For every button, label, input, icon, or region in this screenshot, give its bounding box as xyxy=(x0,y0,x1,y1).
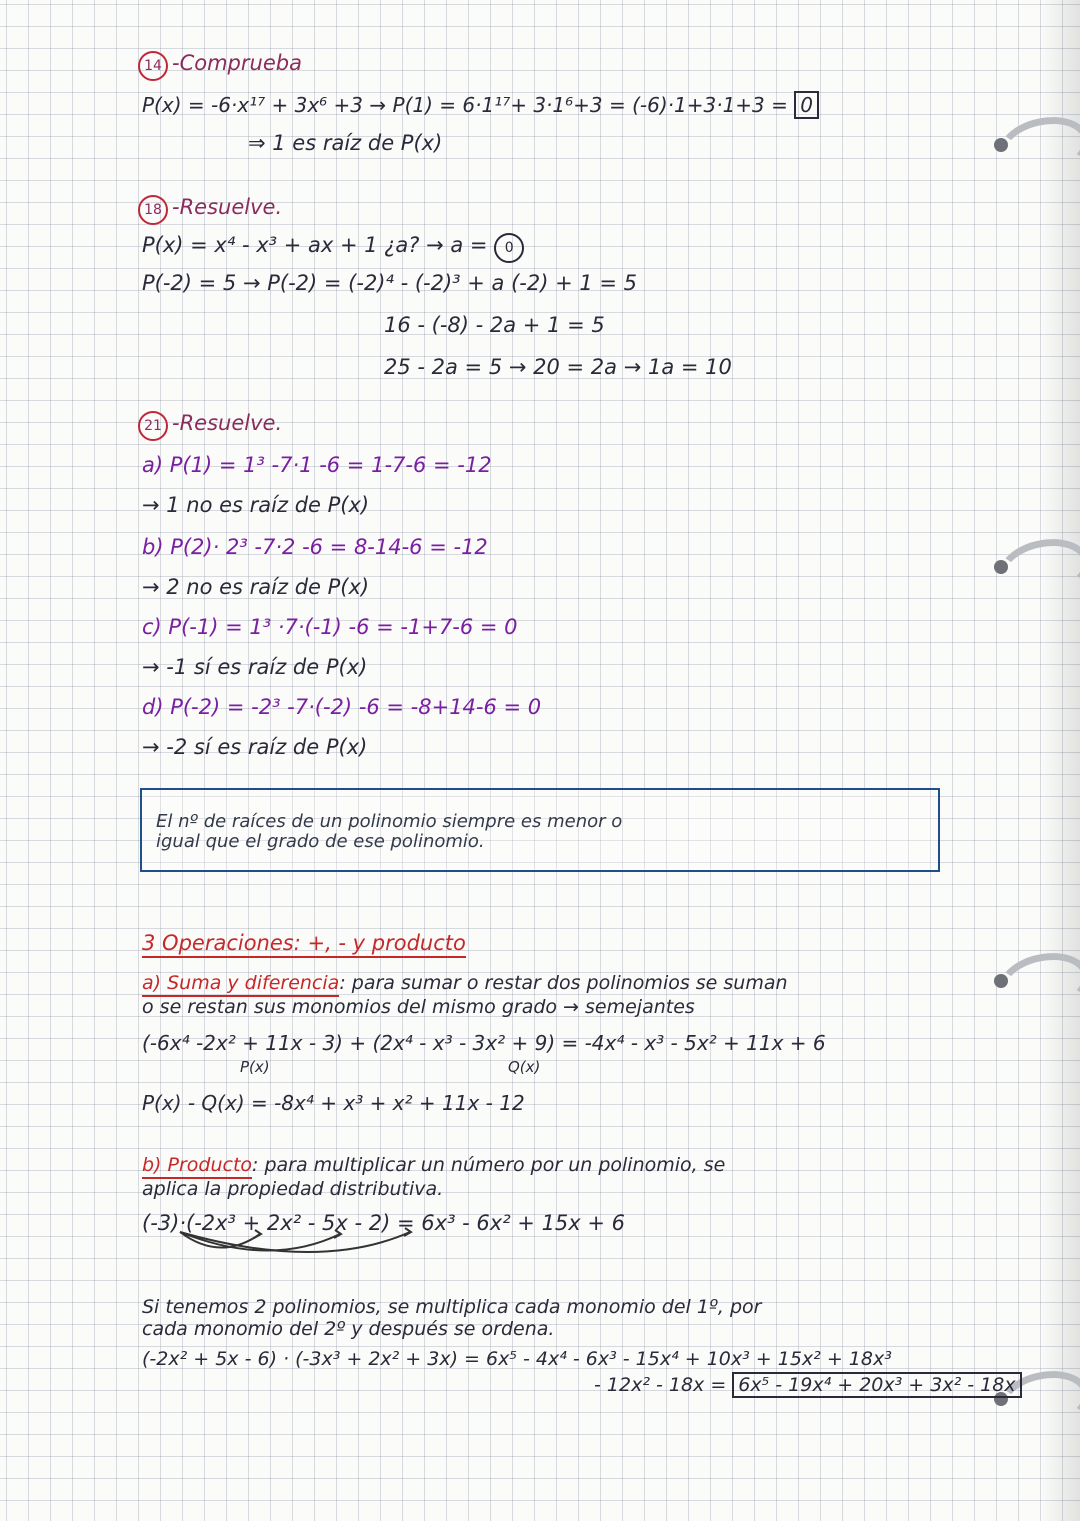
producto-line-1: b) Producto: para multiplicar un número por un polinomio, se xyxy=(142,1152,725,1178)
two-polynomials-line-1: Si tenemos 2 polinomios, se multiplica cada monomio del 1º, por xyxy=(142,1296,762,1318)
exercise-18-line-4: 25 - 2a = 5 → 20 = 2a → 1a = 10 xyxy=(384,355,732,379)
note-box xyxy=(140,788,940,872)
product-expression-line-1: (-2x² + 5x - 6) · (-3x³ + 2x² + 3x) = 6x⁵ - 4x⁴ - 6x³ - 15x⁴ + 10x³ + 15x² + 18x³ xyxy=(142,1348,892,1370)
suma-line-1: a) Suma y diferencia: para sumar o restar dos polinomios se suman xyxy=(142,970,788,996)
exercise-18-heading: 18 -Resuelve. xyxy=(138,194,282,225)
exercise-21-d-calc: d) P(-2) = -2³ -7·(-2) -6 = -8+14-6 = 0 xyxy=(142,695,542,719)
final-result-box: 6x⁵ - 19x⁴ + 20x³ + 3x² - 18x xyxy=(732,1372,1021,1398)
exercise-21-b-calc: b) P(2)· 2³ -7·2 -6 = 8-14-6 = -12 xyxy=(142,535,488,559)
exercise-18-line-2: P(-2) = 5 → P(-2) = (-2)⁴ - (-2)³ + a (-2) + 1 = 5 xyxy=(142,271,638,295)
binder-ring-icon xyxy=(994,946,1080,1008)
product-expression-line-2: - 12x² - 18x = 6x⁵ - 19x⁴ + 20x³ + 3x² - 18x xyxy=(594,1372,1022,1398)
a-value-circle: 0 xyxy=(494,233,524,263)
producto-expression: (-3)·(-2x³ + 2x² - 5x - 2) = 6x³ - 6x² + 15x + 6 xyxy=(142,1211,626,1235)
qx-label: Q(x) xyxy=(508,1058,541,1076)
suma-line-2: o se restan sus monomios del mismo grado → semejantes xyxy=(142,996,695,1018)
suma-label: a) Suma y diferencia xyxy=(142,972,339,997)
exercise-18-line-3: 16 - (-8) - 2a + 1 = 5 xyxy=(384,313,605,337)
exercise-21-a-conclusion: → 1 no es raíz de P(x) xyxy=(142,493,370,517)
suma-expression: (-6x⁴ -2x² + 11x - 3) + (2x⁴ - x³ - 3x² + 9) = -4x⁴ - x³ - 5x² + 11x + 6 xyxy=(142,1031,826,1055)
exercise-number-badge: 14 xyxy=(138,51,168,81)
exercise-18-line-1: P(x) = x⁴ - x³ + ax + 1 ¿a? → a = 0 xyxy=(142,232,528,263)
result-box: 0 xyxy=(794,91,819,119)
exercise-21-heading: 21 -Resuelve. xyxy=(138,410,282,441)
exercise-21-c-conclusion: → -1 sí es raíz de P(x) xyxy=(142,655,368,679)
binder-ring-icon xyxy=(994,532,1080,594)
page-edge-shadow xyxy=(1040,0,1080,1521)
producto-label: b) Producto xyxy=(142,1154,252,1179)
exercise-number-badge: 18 xyxy=(138,195,168,225)
note-line-2: igual que el grado de ese polinomio. xyxy=(156,831,485,852)
exercise-14-line-1: P(x) = -6·x¹⁷ + 3x⁶ +3 → P(1) = 6·1¹⁷+ 3·1⁶+3 = (-6)·1+3·1+3 = 0 xyxy=(142,92,819,118)
binder-ring-icon xyxy=(994,110,1080,172)
exercise-21-d-conclusion: → -2 sí es raíz de P(x) xyxy=(142,735,368,759)
difference-expression: P(x) - Q(x) = -8x⁴ + x³ + x² + 11x - 12 xyxy=(142,1091,525,1115)
section-3-title: 3 Operaciones: +, - y producto xyxy=(142,930,466,956)
exercise-21-b-conclusion: → 2 no es raíz de P(x) xyxy=(142,575,370,599)
exercise-14-heading: 14 -Comprueba xyxy=(138,50,302,81)
exercise-21-c-calc: c) P(-1) = 1³ ·7·(-1) -6 = -1+7-6 = 0 xyxy=(142,615,518,639)
note-line-1: El nº de raíces de un polinomio siempre es menor o xyxy=(156,811,623,832)
px-label: P(x) xyxy=(240,1058,270,1076)
exercise-21-a-calc: a) P(1) = 1³ -7·1 -6 = 1-7-6 = -12 xyxy=(142,453,492,477)
distributive-arrows-icon xyxy=(160,1222,460,1262)
exercise-number-badge: 21 xyxy=(138,411,168,441)
producto-line-2: aplica la propiedad distributiva. xyxy=(142,1178,444,1200)
exercise-14-line-2: ⇒ 1 es raíz de P(x) xyxy=(248,131,443,155)
two-polynomials-line-2: cada monomio del 2º y después se ordena. xyxy=(142,1318,555,1340)
